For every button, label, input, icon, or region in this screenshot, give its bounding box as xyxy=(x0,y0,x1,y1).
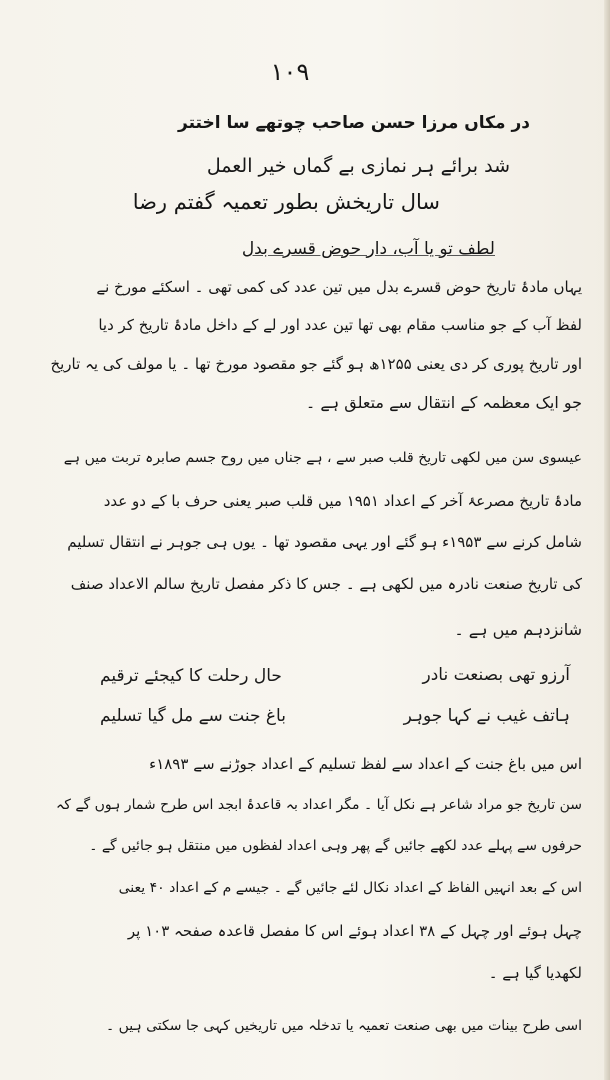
paragraph-1-line-2: لفظ آب کے جو مناسب مقام بھی تھا تین عدد اور لے کے داخل مادۂ تاریخ کر دیا xyxy=(98,316,582,334)
paragraph-2-line-4: کی تاریخ صنعت نادرہ میں لکھی ہے ۔ جس کا ذکر مفصل تاریخ سالم الاعداد صنف xyxy=(70,575,582,593)
paragraph-2-line-5: شانزدہم میں ہے ۔ xyxy=(454,620,582,639)
paragraph-3-line-5: چہل ہوئے اور چہل کے ۳۸ اعداد ہوئے اس کا مفصل قاعدہ صفحہ ۱۰۳ پر xyxy=(127,922,582,940)
paragraph-1-line-4: جو ایک معظمہ کے انتقال سے متعلق ہے ۔ xyxy=(305,393,582,412)
page-edge xyxy=(604,0,610,1080)
verse-line-2-left: باغ جنت سے مل گیا تسلیم xyxy=(100,706,286,726)
paragraph-2-line-3: شامل کرنے سے ۱۹۵۳ء ہو گئے اور یہی مقصود تھا ۔ یوں ہی جوہر نے انتقال تسلیم xyxy=(67,533,582,551)
paragraph-3-line-3: حرفوں سے پہلے عدد لکھے جائیں گے پھر وہی اعداد لفظوں میں منتقل ہو جائیں گے ۔ xyxy=(89,838,582,854)
paragraph-3-line-1: اس میں باغ جنت کے اعداد سے لفظ تسلیم کے اعداد جوڑنے سے ۱۸۹۳ء xyxy=(149,755,582,773)
intro-line-2: سال تاریخش بطور تعمیہ گفتم رضا xyxy=(132,190,440,214)
heading: در مکاں مرزا حسن صاحب چوتھے سا اختتر xyxy=(178,113,530,133)
paragraph-3-line-6: لکھدیا گیا ہے ۔ xyxy=(488,964,582,982)
paragraph-2-line-1: عیسوی سن میں لکھی تاریخ قلب صبر سے ، ہے جناں میں روح جسم صابرہ تربت میں ہے xyxy=(63,450,582,466)
paragraph-1-line-1: یہاں مادۂ تاریخ حوض قسرے بدل میں تین عدد کی کمی تھی ۔ اسکئے مورخ نے xyxy=(96,278,582,296)
paragraph-2-line-2: مادۂ تاریخ مصرعۂ آخر کے اعداد ۱۹۵۱ میں قلب صبر یعنی حرف با کے دو عدد xyxy=(103,492,582,510)
paragraph-3-line-2: سن تاریخ جو مراد شاعر ہے نکل آیا ۔ مگر اعداد بہ قاعدۂ ابجد اس طرح شمار ہوں گے کہ xyxy=(56,797,582,813)
paragraph-1-line-3: اور تاریخ پوری کر دی یعنی ۱۲۵۵ھ ہو گئے جو مقصود مورخ تھا ۔ یا مولف کی یہ تاریخ xyxy=(50,355,582,373)
intro-line-1: شد برائے ہر نمازی بے گماں خیر العمل xyxy=(206,155,510,177)
closing-line: اسی طرح بینات میں بھی صنعت تعمیہ یا تدخلہ میں تاریخیں کہی جا سکتی ہیں ۔ xyxy=(105,1018,582,1034)
chronogram-line: لطف تو یا آب، دار حوض قسرے بدل xyxy=(241,239,495,259)
paragraph-3-line-4: اس کے بعد انہیں الفاظ کے اعداد نکال لئے جائیں گے ۔ جیسے م کے اعداد ۴۰ یعنی xyxy=(118,880,582,896)
page-number: ۱۰۹ xyxy=(270,58,310,86)
verse-line-1-right: آرزو تھی بصنعت نادر xyxy=(422,665,570,685)
verse-line-1-left: حال رحلت کا کیجئے ترقیم xyxy=(100,666,282,686)
verse-line-2-right: ہاتف غیب نے کہا جوہر xyxy=(403,706,570,726)
